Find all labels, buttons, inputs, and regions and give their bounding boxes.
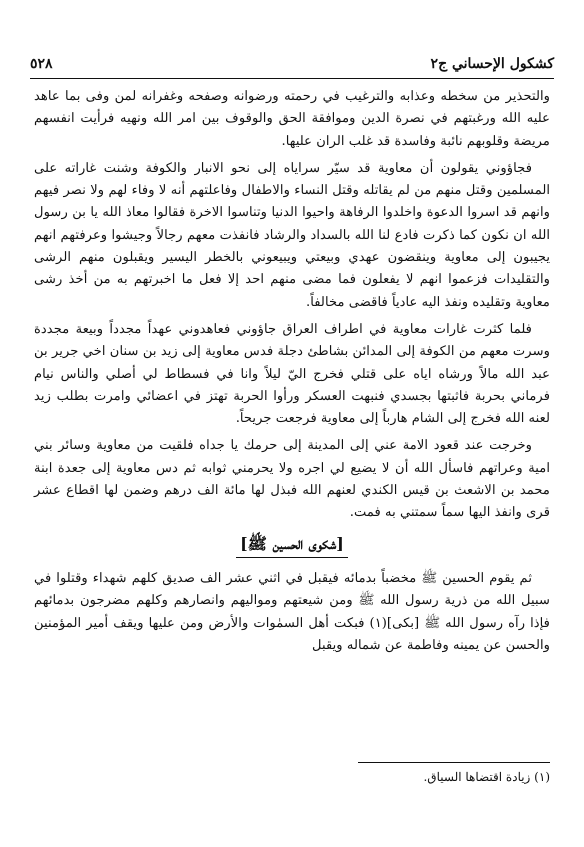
paragraph-2: فجاؤوني يقولون أن معاوية قد سيّر سراياه إلى نحو الانبار والكوفة وشنت غاراته على المسلمين وقتل منهم من لم يقاتله وقتل النساء والاطفال وفاعلتهم أنه لا وفاء لهم ولا نصر فيهم وانهم قد اسروا الدعوة واخلدوا الرفاهة واحيوا الدنيا وتناسوا الاخرة فقالوا معاذ الله يا بن رسول الله ان نكون كما ذكرت فادع لنا الله بالسداد والرشاد فانفذت معهم رجالاً وجيشوا وعرفتهم انهم يجيبون إلى معاوية وينقضون عهدي وبيعتي ويبيعوني بالخطر اليسير ويقبلون منهم الرشى والتقليدات فزعموا انهم لا يفعلون فما مضى منهم احد إلا فعل ما اخبرتهم به من أخذ رشى معاوية وتقليده ونفذ اليه عادياً فاقضى مخالفاً. <box>34 160 550 310</box>
book-title: كشكول الإحساني ج٢ <box>430 56 554 72</box>
page-number: ٥٢٨ <box>30 56 53 72</box>
paragraph-4: وخرجت عند قعود الامة عني إلى المدينة إلى حرمك يا جداه فلقيت من معاوية وسائر بني امية وعراتهم فاسأل الله أن لا يضيع لي اجره ولا يحرمني ثوابه ثم دس معاوية إلى جعدة ابنة محمد بن الاشعث بن قيس الكندي لعنهم الله فبذل لها مائة الف درهم وضمن لها اقطاع عشر قرى وانفذ اليها سماً سمتني به فمت. <box>34 438 550 521</box>
section-heading-wrap <box>34 533 550 558</box>
footnote: (١) زيادة اقتضاها السياق. <box>423 770 550 784</box>
running-header <box>30 52 554 76</box>
footnote-rule <box>358 762 550 763</box>
header-rule <box>30 78 554 79</box>
paragraph-3: فلما كثرت غارات معاوية في اطراف العراق جاؤوني فعاهدوني عهداً مجدداً وبيعة مجددة وسرت معهم من الكوفة إلى المدائن بشاطئ دجلة فدس معاوية إلى زيد بن سنان اخي جرير بن عبد الله مالاً ورشاه اياه على قتلي فخرج اليّ ليلاً وانا في فسطاط لي أصلي والناس نيام فرماني بحربة فاثبتها بجسدي فنبهت العسكر ورأوا الحربة تهتز في اعضائي وامرت بطلب زيد لعنه الله فخرج إلى الشام هارباً إلى معاوية فرجعت جريحاً. <box>34 321 550 427</box>
section-heading: [شكوى الحسين ﷺ] <box>236 533 348 558</box>
page-body <box>34 86 550 662</box>
section-paragraph: ثم يقوم الحسين ﷺ مخضباً بدمائه فيقبل في اثني عشر الف صديق كلهم شهداء وقتلوا في سبيل الله من ذرية رسول الله ﷺ ومن شيعتهم ومواليهم وانصارهم وكلهم مضرجون بدمائهم فإذا رآه رسول الله ﷺ [بكى](١) فبكت أهل السمٰوات والأرض ومن عليها ويقف أمير المؤمنين والحسن عن يمينه وفاطمة عن شماله ويقبل <box>34 570 550 653</box>
paragraph-1: والتحذير من سخطه وعذابه والترغيب في رحمته ورضوانه وصفحه وغفرانه لمن وفى بما عاهد عليه الله ورغبتهم في نصرة الدين وموافقة الحق والوقوف بين امر الله ونهيه فرأيت انفسهم مريضة وقلوبهم نائبة وفاسدة قد غلب الران عليها. <box>34 89 550 149</box>
